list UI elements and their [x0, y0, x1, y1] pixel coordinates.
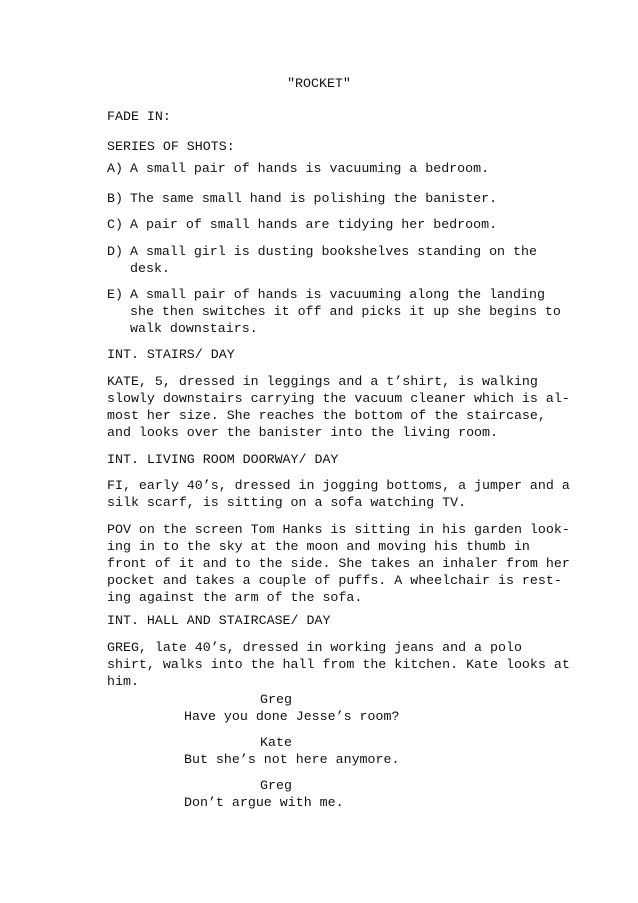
fade-in-transition: FADE IN:: [107, 109, 171, 124]
shot-label: A): [107, 161, 123, 176]
shot-text: desk.: [130, 261, 170, 276]
scene-heading: INT. STAIRS/ DAY: [107, 347, 235, 362]
dialogue-line: Don’t argue with me.: [184, 795, 344, 810]
action-line: POV on the screen Tom Hanks is sitting in his garden look-: [107, 522, 570, 537]
shot-label: C): [107, 217, 123, 232]
action-line: FI, early 40’s, dressed in jogging bottoms, a jumper and a: [107, 478, 570, 493]
action-line: shirt, walks into the hall from the kitchen. Kate looks at: [107, 657, 570, 672]
action-line: ing in to the sky at the moon and moving his thumb in: [107, 539, 530, 554]
scene-heading: INT. HALL AND STAIRCASE/ DAY: [107, 613, 331, 628]
character-cue: Greg: [260, 778, 292, 793]
shot-text: A small girl is dusting bookshelves standing on the: [130, 244, 537, 259]
action-line: most her size. She reaches the bottom of the staircase,: [107, 408, 546, 423]
action-line: pocket and takes a couple of puffs. A wheelchair is rest-: [107, 573, 562, 588]
action-line: front of it and to the side. She takes an inhaler from her: [107, 556, 570, 571]
shot-text: she then switches it off and picks it up she begins to: [130, 304, 561, 319]
shot-label: B): [107, 191, 123, 206]
action-line: ing against the arm of the sofa.: [107, 590, 363, 605]
dialogue-line: Have you done Jesse’s room?: [184, 709, 400, 724]
shot-text: A small pair of hands is vacuuming a bedroom.: [130, 161, 490, 176]
script-title: "ROCKET": [287, 76, 351, 91]
action-line: KATE, 5, dressed in leggings and a t’shirt, is walking: [107, 374, 538, 389]
action-line: slowly downstairs carrying the vacuum cleaner which is al-: [107, 391, 570, 406]
action-line: GREG, late 40’s, dressed in working jeans and a polo: [107, 640, 522, 655]
action-line: silk scarf, is sitting on a sofa watching TV.: [107, 495, 467, 510]
character-cue: Greg: [260, 692, 292, 707]
scene-heading: INT. LIVING ROOM DOORWAY/ DAY: [107, 452, 339, 467]
shot-text: A small pair of hands is vacuuming along the landing: [130, 287, 545, 302]
character-cue: Kate: [260, 735, 292, 750]
shot-text: walk downstairs.: [130, 321, 258, 336]
action-line: and looks over the banister into the living room.: [107, 425, 498, 440]
action-line: him.: [107, 674, 139, 689]
shot-text: The same small hand is polishing the banister.: [130, 191, 498, 206]
shot-label: D): [107, 244, 123, 259]
dialogue-line: But she’s not here anymore.: [184, 752, 400, 767]
shot-text: A pair of small hands are tidying her bedroom.: [130, 217, 498, 232]
series-of-shots-heading: SERIES OF SHOTS:: [107, 139, 235, 154]
shot-label: E): [107, 287, 123, 302]
